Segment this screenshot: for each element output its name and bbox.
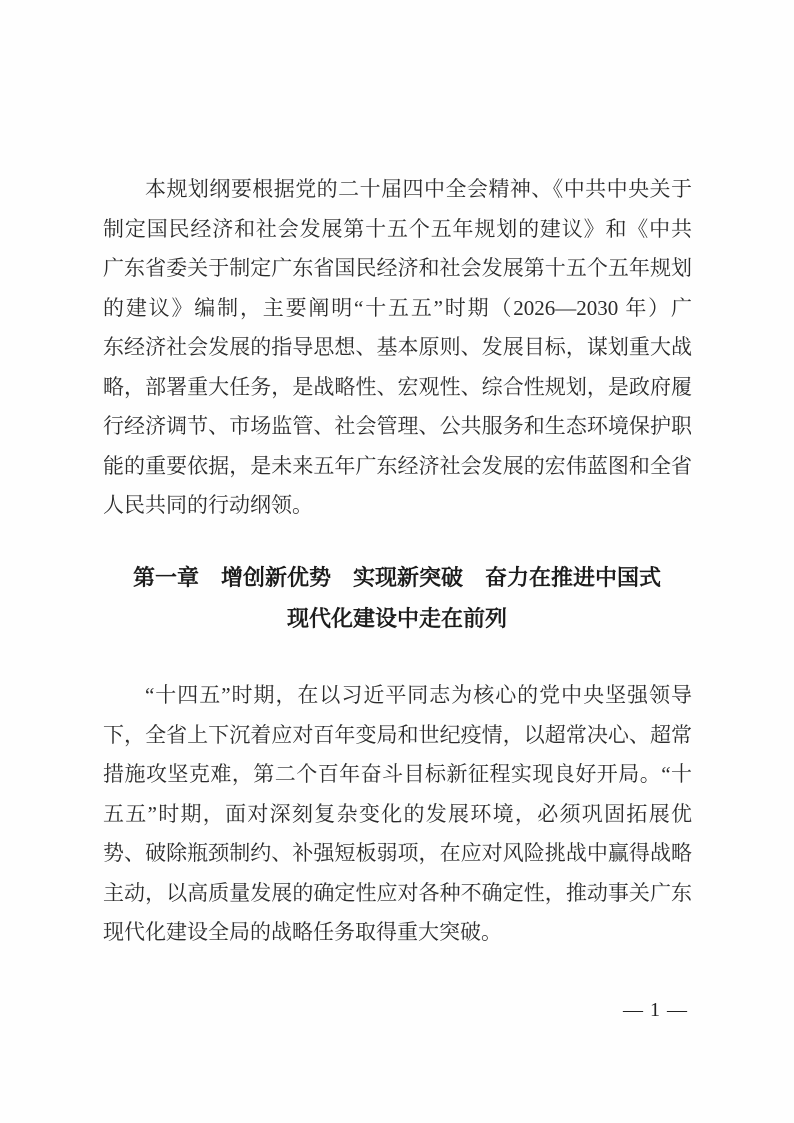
paragraph-line: 制定国民经济和社会发展第十五个五年规划的建议》和《中共	[103, 216, 692, 241]
paragraph-line: 略，部署重大任务，是战略性、宏观性、综合性规划，是政府履	[103, 374, 692, 399]
chapter-heading-line: 现代化建设中走在前列	[286, 606, 507, 631]
paragraph-line: 东经济社会发展的指导思想、基本原则、发展目标，谋划重大战	[103, 335, 692, 359]
intro-paragraph	[103, 170, 692, 526]
paragraph-line: 势、破除瓶颈制约、补强短板弱项，在应对风险挑战中赢得战略	[103, 841, 692, 865]
paragraph-line: 能的重要依据，是未来五年广东经济社会发展的宏伟蓝图和全省	[103, 453, 692, 478]
paragraph-line: 现代化建设全局的战略任务取得重大突破。	[103, 920, 502, 944]
paragraph-line: 人民共同的行动纲领。	[103, 493, 313, 517]
paragraph-line: 本规划纲要根据党的二十届四中全会精神、《中共中央关于	[145, 177, 692, 201]
paragraph-line: 主动，以高质量发展的确定性应对各种不确定性，推动事关广东	[103, 880, 692, 905]
paragraph-line: 广东省委关于制定广东省国民经济和社会发展第十五个五年规划	[103, 256, 692, 280]
chapter-heading	[0, 557, 794, 639]
paragraph-line: 的建议》编制，主要阐明“十五五”时期（2026—2030 年）广	[103, 295, 692, 320]
page-number: — 1 —	[623, 999, 688, 1021]
paragraph-line: 行经济调节、市场监管、社会管理、公共服务和生态环境保护职	[103, 414, 692, 438]
paragraph-line: 五五”时期，面对深刻复杂变化的发展环境，必须巩固拓展优	[103, 801, 692, 826]
paragraph-line: 措施攻坚克难，第二个百年奋斗目标新征程实现良好开局。“十	[103, 762, 692, 786]
chapter-heading-line: 第一章 增创新优势 实现新突破 奋力在推进中国式	[132, 565, 661, 590]
paragraph-line: 下，全省上下沉着应对百年变局和世纪疫情，以超常决心、超常	[103, 722, 692, 747]
body-paragraph	[103, 676, 692, 953]
paragraph-line: “十四五”时期，在以习近平同志为核心的党中央坚强领导	[145, 683, 692, 707]
